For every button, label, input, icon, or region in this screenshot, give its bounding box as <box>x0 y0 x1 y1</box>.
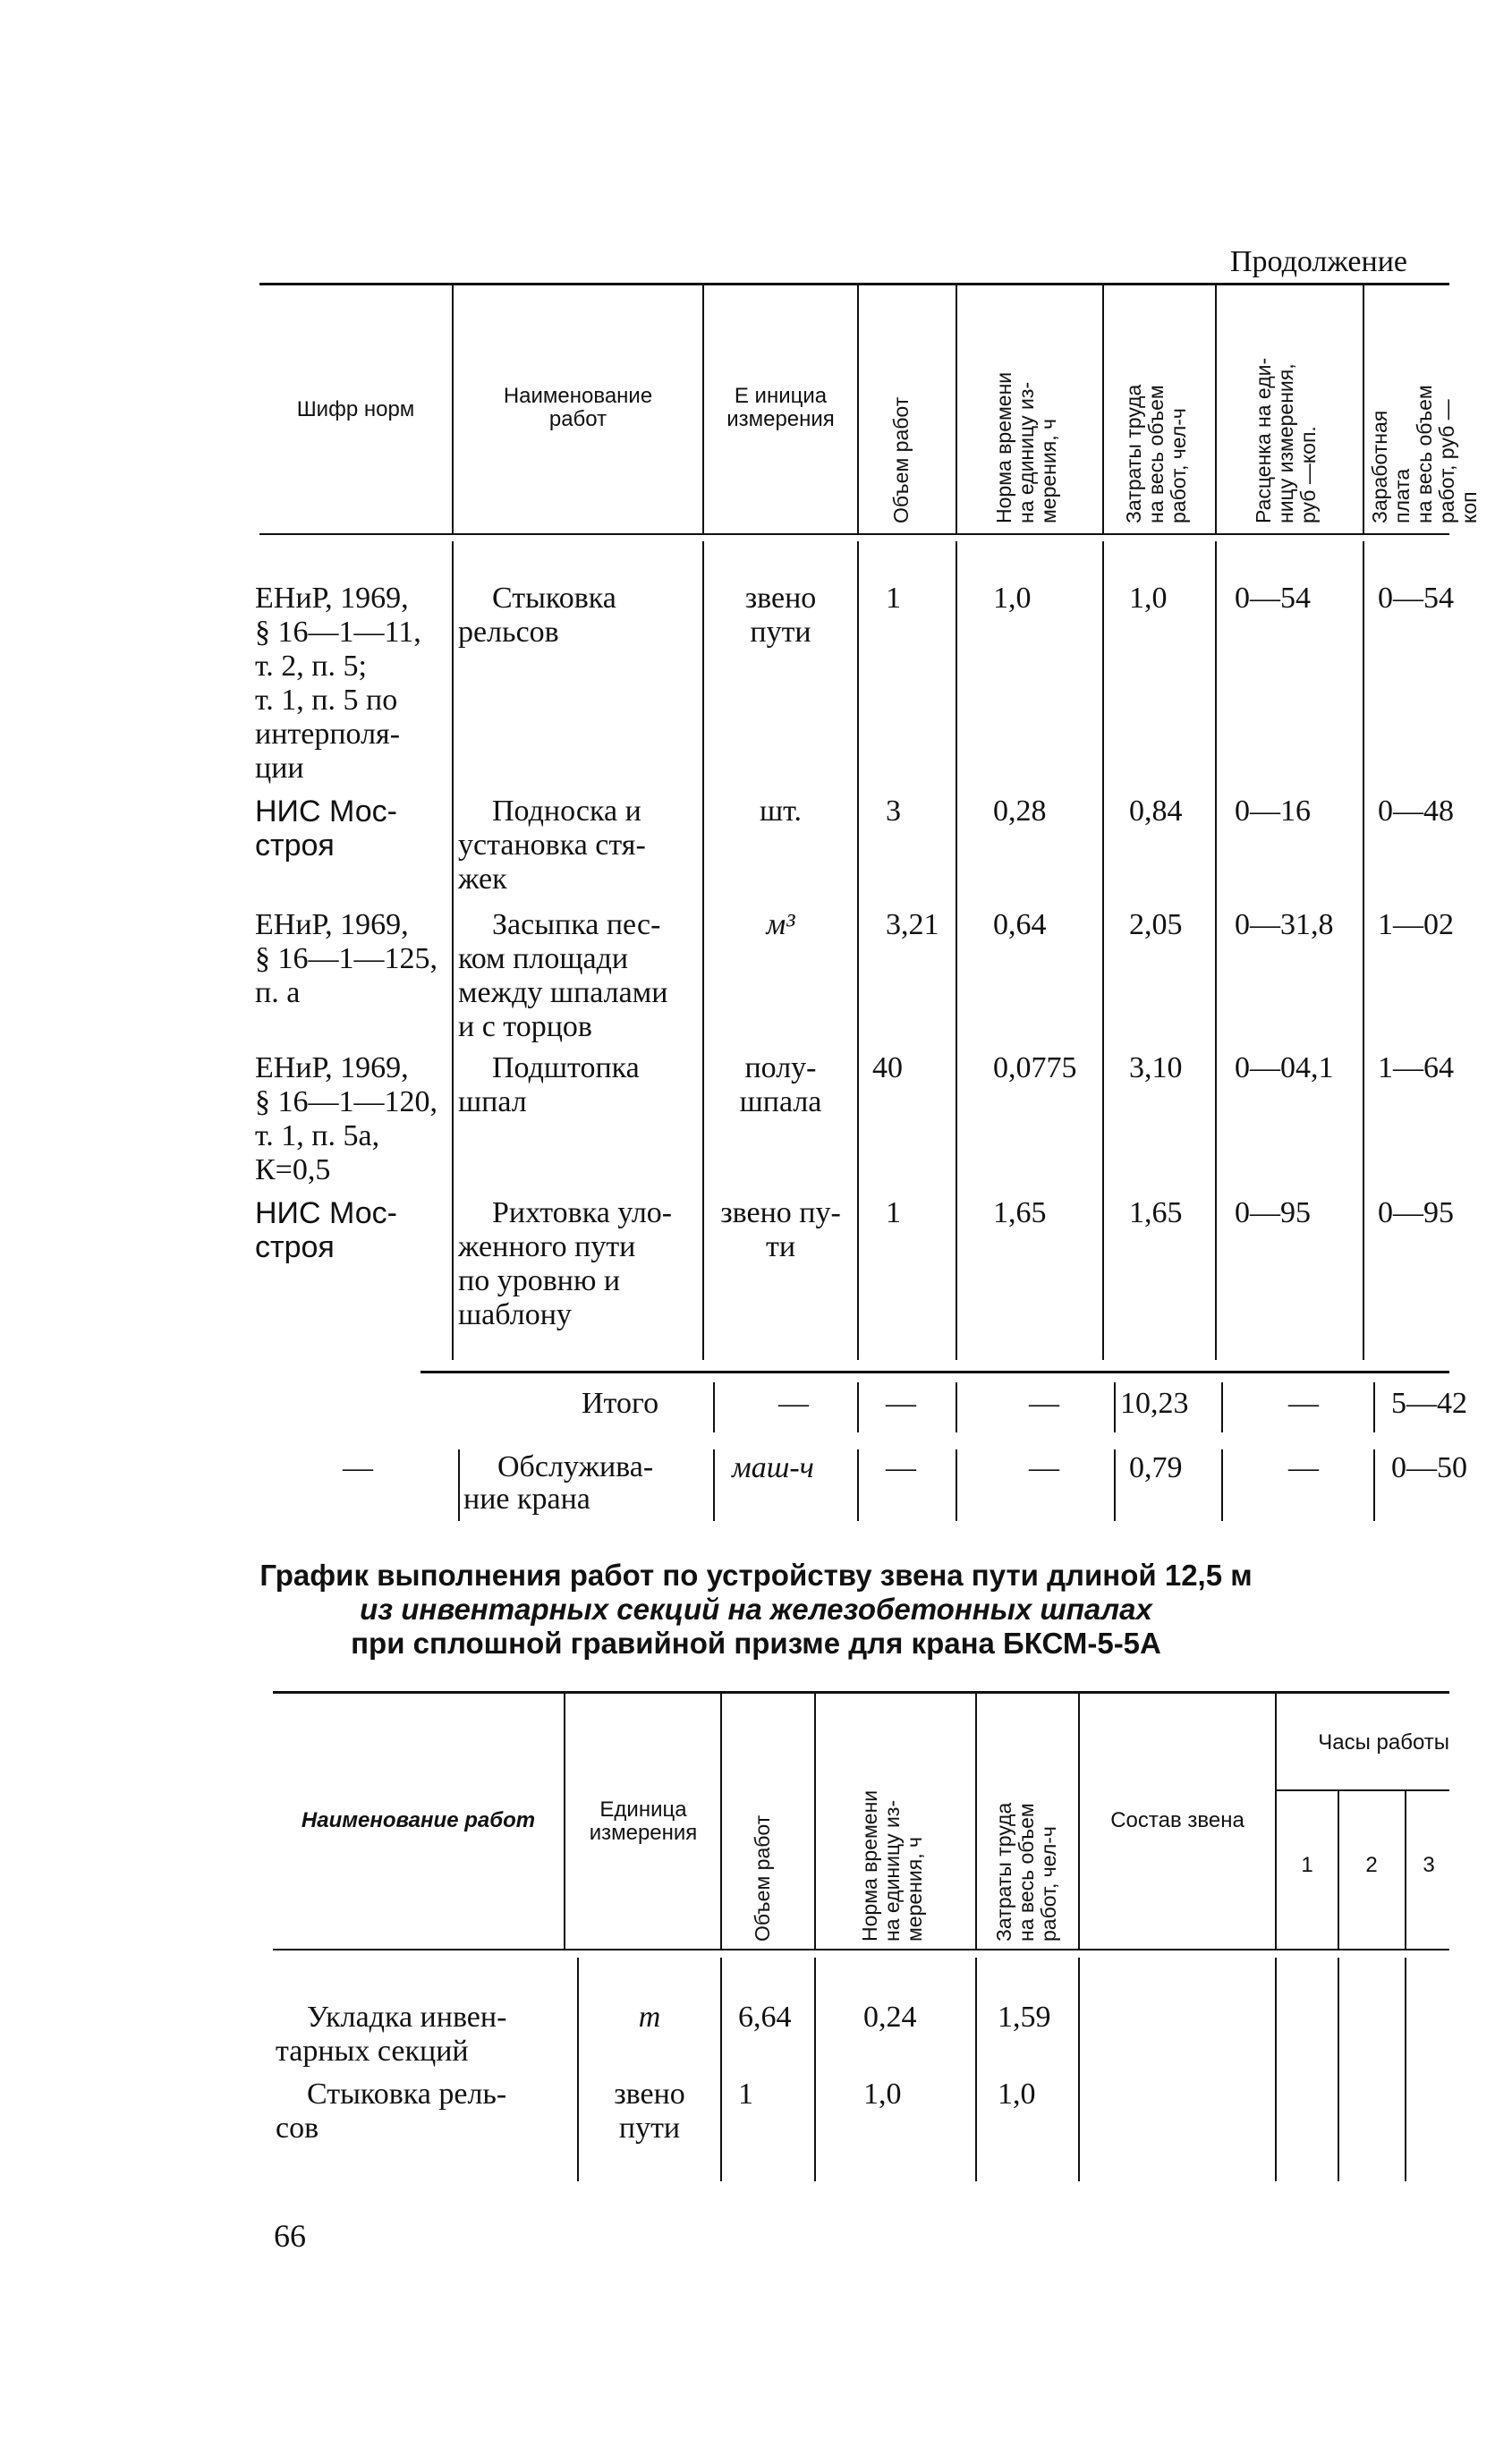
t1-name: Подштопка шпал <box>458 1051 640 1118</box>
t2-unit: звено пути <box>614 2078 685 2145</box>
section-title-line2: из инвентарных секций на железобетонных шпалах <box>360 1593 1152 1626</box>
table1-total-rule <box>420 1371 1449 1373</box>
t1-header-rate: Расценка на еди- ницу измерения, руб —коп. <box>1252 357 1320 523</box>
t2-header-labor: Затраты труда на весь объем работ, чел-ч <box>992 1802 1060 1942</box>
t2-hdr-vline <box>1275 1694 1277 1949</box>
t1-total-norm: — <box>1029 1387 1059 1420</box>
t1-rate: 0—54 <box>1235 582 1311 615</box>
t1-total-vline <box>857 1382 859 1432</box>
t2-hdr-vline <box>1078 1694 1080 1949</box>
t1-name: Засыпка пес- ком площади между шпалами и с торцов <box>458 908 668 1043</box>
t1-hdr-vline <box>1102 285 1104 533</box>
t1-crane-vline <box>956 1449 957 1521</box>
t1-unit: звено пу- ти <box>720 1196 841 1263</box>
t1-total-labor: 10,23 <box>1120 1387 1189 1420</box>
t1-total-vline <box>1373 1382 1375 1432</box>
t1-volume: 1 <box>886 582 901 615</box>
t1-norm: 0,64 <box>993 908 1047 941</box>
t1-body-vline <box>702 541 704 1360</box>
t1-wage: 1—64 <box>1378 1051 1454 1084</box>
t1-code: ЕНиР, 1969, § 16—1—11, т. 2, п. 5; т. 1, п. 5 по интерполя- ции <box>255 582 421 785</box>
t1-wage: 0—54 <box>1378 582 1454 615</box>
t1-body-vline <box>956 541 957 1360</box>
t2-volume: 6,64 <box>738 2001 792 2034</box>
t2-labor: 1,59 <box>998 2001 1051 2034</box>
t1-code: НИС Мос- строя <box>255 795 397 863</box>
t1-volume: 40 <box>872 1051 903 1084</box>
t1-rate: 0—95 <box>1235 1196 1311 1229</box>
t1-header-labor: Затраты труда на весь объем работ, чел-ч <box>1122 384 1190 523</box>
t1-header-volume: Объем работ <box>889 396 913 523</box>
t1-unit: полу- шпала <box>739 1051 822 1118</box>
t1-crane-vline <box>1373 1449 1375 1521</box>
t1-crane-labor: 0,79 <box>1129 1451 1183 1484</box>
t1-total-label: Итого <box>582 1387 659 1420</box>
t1-name: Подноска и установка стя- жек <box>458 795 646 896</box>
t1-header-name: Наименование работ <box>503 384 653 431</box>
t1-labor: 1,0 <box>1129 582 1168 615</box>
t1-crane-volume: — <box>886 1451 916 1484</box>
t1-hdr-vline <box>452 285 454 533</box>
t2-header-hour3: 3 <box>1423 1853 1435 1877</box>
t1-labor: 1,65 <box>1129 1196 1183 1229</box>
t1-total-volume: — <box>886 1387 916 1420</box>
t1-body-vline <box>1363 541 1364 1360</box>
t2-hdr-vline <box>720 1694 722 1949</box>
t1-crane-code: — <box>343 1451 373 1484</box>
t2-body-vline <box>720 1958 722 2181</box>
section-title-line1: График выполнения работ по устройству звена пути длиной 12,5 м <box>259 1559 1253 1592</box>
t2-hdr-vline <box>564 1694 565 1949</box>
t1-hdr-vline <box>956 285 957 533</box>
t1-volume: 1 <box>886 1196 901 1229</box>
continuation-label: Продолжение <box>1230 245 1408 278</box>
t2-labor: 1,0 <box>998 2078 1036 2111</box>
t1-total-rate: — <box>1288 1387 1319 1420</box>
t1-header-unit: Е инициа измерения <box>726 384 835 431</box>
t1-code: НИС Мос- строя <box>255 1196 397 1264</box>
t1-header-wage: Заработная плата на весь объем работ, руб —коп <box>1368 385 1481 523</box>
t2-header-hours: Часы работы <box>1318 1730 1449 1755</box>
t1-crane-vline <box>857 1449 859 1521</box>
t1-name: Стыковка рельсов <box>458 582 616 649</box>
t1-labor: 2,05 <box>1129 908 1183 941</box>
t1-crane-vline <box>1221 1449 1223 1521</box>
t1-crane-vline <box>713 1449 715 1521</box>
t1-header-norm: Норма времени на единицу из- мерения, ч <box>992 371 1060 523</box>
t1-crane-name: Обслужива- ние крана <box>463 1450 654 1516</box>
t2-body-vline <box>577 1958 579 2181</box>
t1-code: ЕНиР, 1969, § 16—1—125, п. а <box>255 908 437 1009</box>
t2-unit: т <box>638 2001 661 2034</box>
t2-norm: 0,24 <box>863 2001 917 2034</box>
t1-labor: 3,10 <box>1129 1051 1183 1084</box>
t1-rate: 0—04,1 <box>1235 1051 1334 1084</box>
t1-header-code: Шифр норм <box>296 397 415 421</box>
t1-norm: 0,0775 <box>993 1051 1077 1084</box>
t2-volume: 1 <box>738 2078 753 2111</box>
t2-name: Укладка инвен- тарных секций <box>276 2001 507 2068</box>
t1-crane-wage: 0—50 <box>1391 1451 1467 1484</box>
t1-wage: 1—02 <box>1378 908 1454 941</box>
t1-total-vline <box>1114 1382 1116 1432</box>
t1-unit: звено пути <box>744 582 817 649</box>
t1-hdr-vline <box>1363 285 1364 533</box>
table2-header-rule <box>273 1949 1449 1950</box>
t2-hdr-vline <box>1405 1791 1406 1949</box>
t1-crane-vline <box>458 1449 460 1521</box>
t1-crane-norm: — <box>1029 1451 1059 1484</box>
t2-name: Стыковка рель- сов <box>276 2078 507 2145</box>
t2-hours-rule <box>1277 1789 1449 1791</box>
t1-total-wage: 5—42 <box>1391 1387 1467 1420</box>
t1-labor: 0,84 <box>1129 795 1183 828</box>
t1-name: Рихтовка уло- женного пути по уровню и шаблону <box>458 1196 673 1331</box>
t1-rate: 0—31,8 <box>1235 908 1334 941</box>
t1-norm: 1,0 <box>993 582 1032 615</box>
t1-total-unit: — <box>778 1387 809 1420</box>
t1-total-vline <box>713 1382 715 1432</box>
t2-hdr-vline <box>1338 1791 1339 1949</box>
table1-header-rule <box>259 533 1449 535</box>
t1-body-vline <box>857 541 859 1360</box>
t1-norm: 0,28 <box>993 795 1047 828</box>
t1-body-vline <box>1215 541 1217 1360</box>
t1-hdr-vline <box>1215 285 1217 533</box>
t2-header-hour1: 1 <box>1301 1853 1313 1877</box>
table2-top-rule <box>273 1691 1449 1694</box>
t1-hdr-vline <box>857 285 859 533</box>
section-title-line3: при сплошной гравийной призме для крана БКСМ-5-5А <box>351 1627 1161 1660</box>
t1-wage: 0—48 <box>1378 795 1454 828</box>
t2-body-vline <box>1338 1958 1339 2181</box>
page-number: 66 <box>274 2218 306 2254</box>
table1-top-rule <box>259 283 1449 285</box>
t1-crane-rate: — <box>1288 1451 1319 1484</box>
t2-body-vline <box>1405 1958 1406 2181</box>
t2-body-vline <box>1275 1958 1277 2181</box>
t1-rate: 0—16 <box>1235 795 1311 828</box>
t1-total-vline <box>956 1382 957 1432</box>
t1-crane-unit: маш-ч <box>732 1451 814 1484</box>
t2-header-volume: Объем работ <box>751 1814 774 1942</box>
t2-header-hour2: 2 <box>1365 1853 1378 1877</box>
t2-body-vline <box>975 1958 977 2181</box>
t2-header-name: Наименование работ <box>301 1808 536 1832</box>
t1-volume: 3,21 <box>886 908 939 941</box>
t1-norm: 1,65 <box>993 1196 1047 1229</box>
t2-header-unit: Единица измерения <box>589 1797 698 1845</box>
t2-hdr-vline <box>975 1694 977 1949</box>
t2-body-vline <box>814 1958 816 2181</box>
t2-hdr-vline <box>814 1694 816 1949</box>
t1-crane-vline <box>1114 1449 1116 1521</box>
t2-body-vline <box>1078 1958 1080 2181</box>
t2-norm: 1,0 <box>863 2078 902 2111</box>
t1-hdr-vline <box>702 285 704 533</box>
t1-code: ЕНиР, 1969, § 16—1—120, т. 1, п. 5а, К=0,5 <box>255 1051 437 1186</box>
t1-total-vline <box>1221 1382 1223 1432</box>
t1-unit: шт. <box>760 795 802 828</box>
t1-body-vline <box>1102 541 1104 1360</box>
t2-header-norm: Норма времени на единицу из- мерения, ч <box>858 1789 926 1942</box>
t2-header-crew: Состав звена <box>1110 1808 1244 1832</box>
t1-volume: 3 <box>886 795 901 828</box>
t1-unit: м³ <box>766 908 795 941</box>
t1-wage: 0—95 <box>1378 1196 1454 1229</box>
